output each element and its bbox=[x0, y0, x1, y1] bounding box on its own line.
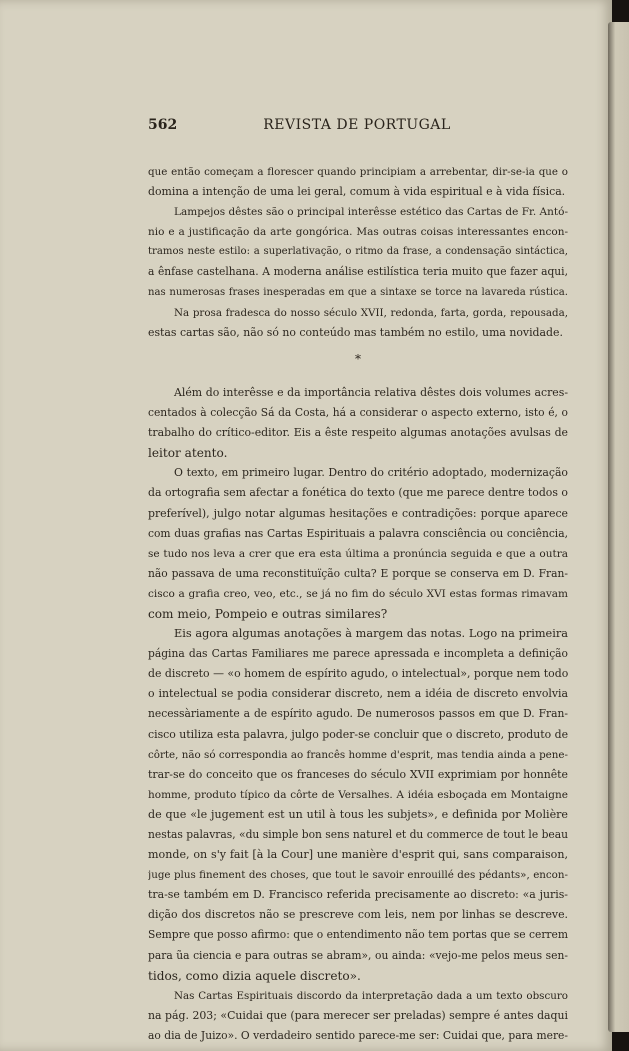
text-line: côrte, não só correspondia ao francês homme d'esprit, mas tendia ainda a pene- bbox=[148, 748, 568, 761]
text-line: de discreto — «o homem de espírito agudo, o intelectual», porque nem todo bbox=[148, 667, 568, 681]
text-line: necessàriamente a de espírito agudo. De numerosos passos em que D. Fran- bbox=[148, 707, 568, 721]
text-line: nestas palavras, «du simple bon sens naturel et du commerce de tout le beau bbox=[148, 828, 568, 841]
running-header bbox=[148, 117, 566, 137]
text-line: Além do interêsse e da importância relativa dêstes dois volumes acres- bbox=[174, 385, 568, 399]
text-line: estas cartas são, não só no conteúdo mas também no estilo, uma novidade. bbox=[148, 325, 563, 339]
text-line: dição dos discretos não se prescreve com leis, nem por linhas se descreve. bbox=[148, 908, 568, 922]
text-line: para ũa ciencia e para outras se abram», ou ainda: «vejo-me pelos meus sen- bbox=[148, 948, 568, 962]
text-line: Sempre que posso afirmo: que o entendimento não tem portas que se cerrem bbox=[148, 928, 568, 942]
text-line: tra-se também em D. Francisco referida precisamente ao discreto: «a juris- bbox=[148, 888, 568, 902]
text-line: cisco utiliza esta palavra, julgo poder-se concluir que o discreto, produto de bbox=[148, 727, 568, 741]
next-page-edge bbox=[608, 22, 629, 1032]
text-line: da ortografia sem afectar a fonética do texto (que me parece dentre todos o bbox=[148, 486, 568, 500]
text-line: homme, produto típico da côrte de Versalhes. A idéia esboçada em Montaigne bbox=[148, 788, 568, 801]
text-line: leitor atento. bbox=[148, 446, 228, 461]
text-line: juge plus finement des choses, que tout le savoir enrouillé des pédants», encon- bbox=[148, 869, 568, 882]
text-line: de que «le jugement est un util à tous les subjets», e definida por Molière bbox=[148, 807, 568, 821]
text-line: com meio, Pompeio e outras similares? bbox=[148, 606, 388, 621]
text-line: Eis agora algumas anotações à margem das notas. Logo na primeira bbox=[174, 627, 568, 641]
text-line: na pág. 203; «Cuidai que (para merecer ser preladas) sempre é antes daqui bbox=[148, 1008, 568, 1022]
page-number: 562 bbox=[148, 117, 178, 133]
text-line: trar-se do conceito que os franceses do século XVII exprimiam por honnête bbox=[148, 767, 568, 781]
text-line: trabalho do crítico-editor. Eis a êste respeito algumas anotações avulsas de bbox=[148, 426, 568, 440]
text-line: domina a intenção de uma lei geral, comum à vida espiritual e à vida física. bbox=[148, 185, 566, 199]
body-text bbox=[148, 162, 568, 1046]
journal-title: REVISTA DE PORTUGAL bbox=[263, 117, 451, 133]
text-line: O texto, em primeiro lugar. Dentro do critério adoptado, modernização bbox=[174, 466, 568, 480]
text-line: tramos neste estilo: a superlativação, o ritmo da frase, a condensação sintáctica, bbox=[148, 246, 568, 258]
text-line: nas numerosas frases inesperadas em que a sintaxe se torce na lavareda rústica. bbox=[148, 286, 568, 298]
text-line: nio e a justificação da arte gongórica. Mas outras coisas interessantes encon- bbox=[148, 226, 568, 239]
text-line: tidos, como dizia aquele discreto». bbox=[148, 968, 361, 983]
text-line: a ênfase castelhana. A moderna análise estilística teria muito que fazer aqui, bbox=[148, 265, 568, 279]
text-line: se tudo nos leva a crer que era esta última a pronúncia seguida e que a outra bbox=[148, 547, 568, 560]
text-line: não passava de uma reconstituïção culta? E porque se conserva em D. Fran- bbox=[148, 566, 568, 580]
section-separator: * bbox=[355, 351, 361, 366]
text-line: cisco a grafia creo, veo, etc., se já no fim do século XVI estas formas rimavam bbox=[148, 587, 568, 600]
text-line: ao dia de Juizo». O verdadeiro sentido parece-me ser: Cuidai que, para mere- bbox=[148, 1028, 568, 1042]
text-line: Lampejos dêstes são o principal interêsse estético das Cartas de Fr. Antó- bbox=[174, 206, 568, 219]
text-line: o intelectual se podia considerar discreto, nem a idéia de discreto envolvia bbox=[148, 687, 568, 701]
text-line: Na prosa fradesca do nosso século XVII, redonda, farta, gorda, repousada, bbox=[174, 306, 568, 319]
text-line: que então começam a florescer quando principiam a arrebentar, dir-se-ia que o bbox=[148, 166, 568, 178]
text-line: Nas Cartas Espirituais discordo da interpretação dada a um texto obscuro bbox=[174, 989, 568, 1002]
text-line: página das Cartas Familiares me parece apressada e incompleta a definição bbox=[148, 647, 568, 661]
text-line: preferível), julgo notar algumas hesitações e contradições: porque aparece bbox=[148, 506, 568, 520]
text-line: com duas grafias nas Cartas Espirituais a palavra consciência ou conciência, bbox=[148, 526, 568, 540]
text-line: centados à colecção Sá da Costa, há a considerar o aspecto externo, isto é, o bbox=[148, 406, 568, 420]
text-line: monde, on s'y fait [à la Cour] une manière d'esprit qui, sans comparaison, bbox=[148, 848, 568, 862]
